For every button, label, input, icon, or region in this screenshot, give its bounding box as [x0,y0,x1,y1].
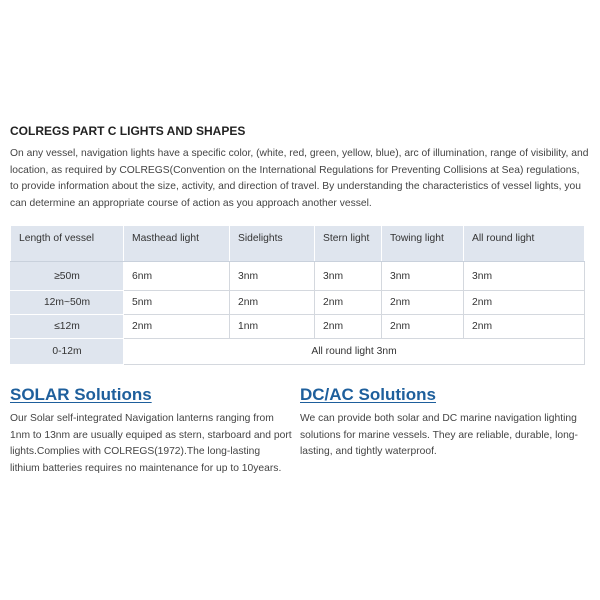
header-allround: All round light [464,226,585,262]
cell-allround-note: All round light 3nm [124,339,585,365]
cell-length: 12m~50m [11,291,124,315]
header-sidelights: Sidelights [230,226,315,262]
cell-allround: 2nm [464,291,585,315]
cell-allround: 3nm [464,262,585,291]
header-masthead: Masthead light [124,226,230,262]
intro-paragraph: On any vessel, navigation lights have a specific color, (white, red, green, yellow, blue), arc of illumination, range of visibility, and location, as required by COLREGS(Convention on the International Regulations for Preventing Collisions at Sea) regulations, to provide information about the size, activity, and direction of travel. By understanding the characteristics of vessel lights, you can determine an appropriate course of action as you approach another vessel. [10,148,589,210]
dcac-solutions-text: We can provide both solar and DC marine navigation lighting solutions for marine vessels. They are reliable, durable, long-lasting, and tightly waterproof. [300,413,578,457]
dcac-solutions-title: DC/AC Solutions [300,385,436,404]
cell-sidelights: 2nm [230,291,315,315]
table-row [11,315,585,339]
table-row [11,339,585,365]
cell-towing: 2nm [382,315,464,339]
cell-sidelights: 3nm [230,262,315,291]
navigation-lights-table [10,225,585,365]
header-length: Length of vessel [11,226,124,262]
cell-allround: 2nm [464,315,585,339]
cell-masthead: 5nm [124,291,230,315]
cell-masthead: 6nm [124,262,230,291]
cell-towing: 3nm [382,262,464,291]
header-towing: Towing light [382,226,464,262]
cell-stern: 2nm [315,315,382,339]
cell-length: ≤12m [11,315,124,339]
header-stern: Stern light [315,226,382,262]
cell-stern: 3nm [315,262,382,291]
solar-solutions-text: Our Solar self-integrated Navigation lanterns ranging from 1nm to 13nm are usually equiped as stern, starboard and port lights.Complies with COLREGS(1972).The long-lasting lithium batteries requires no maintenance for up to 10years. [10,413,292,474]
table-row [11,291,585,315]
cell-towing: 2nm [382,291,464,315]
cell-stern: 2nm [315,291,382,315]
cell-masthead: 2nm [124,315,230,339]
cell-length: ≥50m [11,262,124,291]
table-header-row [11,226,585,262]
table-row [11,262,585,291]
cell-length: 0-12m [11,339,124,365]
section-title: COLREGS PART C LIGHTS AND SHAPES [10,124,246,138]
solar-solutions-title: SOLAR Solutions [10,385,152,404]
cell-sidelights: 1nm [230,315,315,339]
